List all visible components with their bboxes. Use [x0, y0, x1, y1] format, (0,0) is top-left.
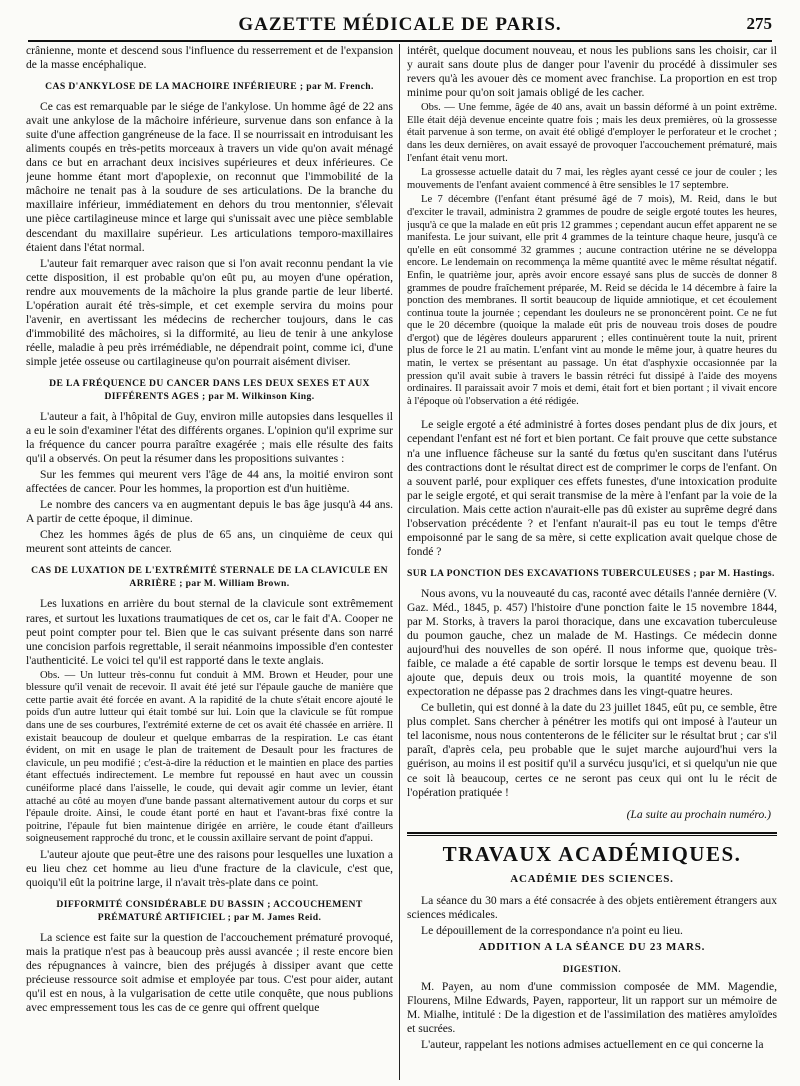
section-heading-ankylose: CAS D'ANKYLOSE DE LA MACHOIRE INFÉRIEURE ; par M. French. [45, 81, 374, 93]
section-heading-luxation: CAS DE LUXATION DE L'EXTRÉMITÉ STERNALE DE LA CLAVICULE EN ARRIÈRE ; par M. William Brown. [31, 565, 388, 590]
observation-paragraph: Obs. — Une femme, âgée de 40 ans, avait un bassin déformé à un point extrême. Elle était déjà devenue enceinte quatre fois ; mais les deux premières, où la grossesse était parvenue à son terme, on avait été obligé d'employer le perforateur et le crochet ; dans les deux dernières, on avait essayé de provoquer l'accouchement prématuré, mais l'enfant était venu mort. [407, 102, 777, 164]
body-paragraph: Le dépouillement de la correspondance n'a point eu lieu. [421, 923, 683, 937]
section-heading-cancer: DE LA FRÉQUENCE DU CANCER DANS LES DEUX SEXES ET AUX DIFFÉRENTS AGES ; par M. Wilkinson King. [49, 377, 370, 402]
right-column [407, 44, 777, 1080]
body-paragraph: L'auteur, rappelant les notions admises actuellement en ce qui concerne la [421, 1038, 764, 1052]
section-heading-ponction: SUR LA PONCTION DES EXCAVATIONS TUBERCULEUSES ; par M. Hastings. [407, 567, 775, 579]
body-paragraph: La science est faite sur la question de l'accouchement prématuré provoqué, mais la pratique n'est pas à beaucoup près aussi avancée ; il reste encore bien des répugnances à vaincre, bien des préjugés à dissiper avant que cette précieuse ressource soit admise et employée par tous. C'est pour aider, autant qu'il est en nous, à la vulgarisation de cette utile conquête, que nous publions avec empressement tous les cas de ce genre qui offrent quelque [26, 931, 393, 1015]
page-header [28, 10, 772, 42]
digestion-heading: DIGESTION. [562, 963, 622, 974]
body-paragraph: L'auteur a fait, à l'hôpital de Guy, environ mille autopsies dans lesquelles il a eu le soin d'examiner l'état des différents organes. L'opinion qu'il exprime sur la fréquence du cancer pourra paraître exagérée ; mais elle résulte des faits qu'il a observés. On peut la résumer dans les propositions suivantes : [26, 409, 393, 466]
section-rule-thin [407, 835, 777, 836]
column-divider [399, 44, 400, 1080]
observation-paragraph: Obs. — Un lutteur très-connu fut conduit à MM. Brown et Heuder, pour une blessure qu'il venait de recevoir. Il avait été jeté sur l'épaule gauche de manière que cette partie avait été forcée en avant. A la rapidité de la chute s'était encore ajouté le poids d'un autre lutteur qui était tombé sur lui. Loin que la clavicule se fût rompue dans une de ses courbures, l'extrémité externe de cet os avait été chassée en arrière. Il existait beaucoup de douleur et quelque embarras de la respiration. Le cas étant évident, on mit en usage le plan de traitement de Desault pour les fractures de clavicule, un peu modifié ; c'est-à-dire la réduction et le maintien en place des parties étant effectués indirectement. Le membre fut repoussé en haut avec un coussin cunéiforme placé dans l'aisselle, le coude, qui devait agir comme un levier, étant attaché au côté au moyen d'une bande passant alternativement autour du corps et sur l'épaule droite. Ainsi, le coude étant porté en haut et l'avant-bras fixé contre la poitrine, l'épaule fut bien maintenue dirigée en arrière, le coude étant d'ailleurs soigneusement rapproché du tronc, et le coussin axillaire servant de point d'appui. [26, 669, 393, 845]
academie-heading: ACADÉMIE DES SCIENCES. [510, 872, 674, 885]
body-paragraph: Le nombre des cancers va en augmentant depuis le bas âge jusqu'à 44 ans. A partir de cette époque, il diminue. [26, 498, 393, 526]
continuation-note: (La suite au prochain numéro.) [626, 807, 771, 821]
body-paragraph: L'auteur fait remarquer avec raison que si l'on avait reconnu pendant la vie cette disposition, il est probable qu'on eût pu, au moyen d'une opération, rendre aux mouvements de la mâchoire la plus grande partie de leur liberté. L'opération aurait été très-simple, et cet exemple servira du moins pour l'avenir, en avertissant les médecins de rechercher toujours, dans le cas d'immobilité des mâchoires, si la difformité, au lieu de tenir à une ankylose réelle, maladie à peu près irrémédiable, ne dépendrait point, comme ici, d'une simple jetée osseuse ou cartilagineuse qu'on pourrait aisément diviser. [26, 256, 393, 368]
travaux-academiques-heading: TRAVAUX ACADÉMIQUES. [442, 841, 742, 866]
body-paragraph: L'auteur ajoute que peut-être une des raisons pour lesquelles une luxation a eu lieu chez cet homme au lieu d'une fracture de la clavicule, c'est que, quoiqu'il eût la poitrine large, il n'avait très-plate dans ce point. [26, 848, 393, 890]
continuation-paragraph: intérêt, quelque document nouveau, et nous les publions sans les choisir, car il y aurait sans doute plus de danger pour l'avenir du procédé à dissimuler ses revers qu'à les avouer dès ce moment avec franchise. La proportion en est trop minime pour qu'on soit jamais obligé de les cacher. [407, 44, 777, 100]
body-paragraph: Sur les femmes qui meurent vers l'âge de 44 ans, la moitié environ sont affectées de cancer. Pour les hommes, la proportion est d'un huitième. [26, 468, 393, 496]
body-paragraph: Ce cas est remarquable par le siége de l'ankylose. Un homme âgé de 22 ans avait une ankylose de la mâchoire inférieure, survenue dans son enfance à la suite d'une affection gangréneuse de la face. Il se nourrissait en introduisant les aliments coupés en très-petits morceaux à travers un vide qu'on avait ménagé dans ce but en arrachant deux incisives supérieures et deux inférieures. Ce jeune homme étant mort d'apoplexie, on reconnut que l'immobilité de la mâchoire ne tenait pas à la soudure de ses articulations. De la branche du maxillaire inférieur, immédiatement en dehors du trou mentonnier, s'élevait une pièce cartilagineuse mince et large qui s'unissait avec une pièce semblable descendant du maxillaire supérieur. Les articulations temporo-maxillaires étaient dans l'état normal. [26, 100, 393, 254]
left-column [26, 44, 393, 1080]
body-paragraph: La grossesse actuelle datait du 7 mai, les règles ayant cessé ce jour de couler ; les mouvements de l'enfant avaient commencé à être sensibles le 17 septembre. [407, 167, 777, 191]
body-paragraph: Le 7 décembre (l'enfant étant présumé âgé de 7 mois), M. Reid, dans le but d'exciter le travail, administra 2 grammes de poudre de seigle ergoté toutes les heures, jusqu'à ce que la malade en eût pris 12 grammes ; cependant aucun effet apparent ne se manifesta. Le jour suivant, elle prit 4 grammes de la teinture chaque heure, jusqu'à ce qu'elle en eût consommé 32 grammes ; aucune contraction utérine ne se développa encore. Le lendemain on recommença la même quantité avec le même résultat négatif. Enfin, le quatrième jour, après avoir encore essayé sans plus de succès de donner 8 grammes de poudre fraîchement préparée, M. Reid se décida le 14 décembre à faire la ponction des membranes. Il sortit beaucoup de liquide amniotique, et cet écoulement continua toute la journée ; cependant les douleurs ne se prononcèrent point. Ce ne fut que le 20 décembre (quoique la malade eût pris de nouveau trois doses de poudre d'ergot) que de légères douleurs apparurent ; elles continuèrent toute la nuit, prirent plus de force le 21 au matin. L'enfant vint au monde le même jour, à quatre heures du matin, le vertex se présentant au passage. Un état d'asphyxie occasionnée par la pression qu'il avait subie à travers le bassin rétréci fut dissipé à l'aide des moyens ordinaires. Il paraissait avoir 7 mois et demi, était fort et bien portant ; il vivait encore à l'époque où l'observation a été rédigée. [407, 194, 777, 407]
body-paragraph: M. Payen, au nom d'une commission composée de MM. Magendie, Flourens, Milne Edwards, Payen, rapporteur, lit un rapport sur un mémoire de M. Mialhe, intitulé : De la digestion et de l'assimilation des matières amyloïdes et sucrées. [407, 979, 777, 1036]
body-paragraph: Nous avons, vu la nouveauté du cas, raconté avec détails l'année dernière (V. Gaz. Méd., 1845, p. 457) l'histoire d'une ponction faite le 15 novembre 1844, par M. Storks, à travers la paroi thoracique, dans une excavation tuberculeuse du poumon gauche, chez un malade de M. Hastings. Ce médecin donne aujourd'hui des nouvelles de son opéré. Il nous informe que, quoique très-faible, ce malade a été capable de sortir lorsque le temps est devenu beau. Il ajoute que, depuis deux ou trois mois, la quantité moyenne de son expectoration ne dépasse pas 2 drachmes dans les vingt-quatre heures. [407, 586, 777, 699]
body-paragraph: Les luxations en arrière du bout sternal de la clavicule sont extrêmement rares, et surtout les luxations traumatiques de cet os, car le fait d'A. Cooper ne peut point compter pour tel. Bien que le cas suivant présente dans son narré une concision parfois regrettable, il serait néanmoins impossible d'en contester l'authenticité. Le voici tel qu'il est rapporté dans le texte anglais. [26, 597, 393, 667]
body-paragraph: Ce bulletin, qui est donné à la date du 23 juillet 1845, eût pu, ce semble, être plus complet. Sans chercher à pénétrer les motifs qui ont imposé à l'auteur un tel laconisme, nous nous contenterons de le féliciter sur le résultat brut ; car s'il paraît, d'après cela, peu probable que le sujet marche aujourd'hui vers la guérison, au moins il est positif qu'il a survécu jusqu'ici, et si quelqu'un nie que ce soit là beaucoup, certes ce ne seront pas ceux qui ont lu le récit de l'opération pratiquée ! [407, 701, 777, 799]
body-paragraph: Le seigle ergoté a été administré à fortes doses pendant plus de dix jours, et cependant l'enfant est né fort et bien portant. Ce fait prouve que cette substance n'a une influence fâcheuse sur la santé du fœtus qu'en suscitant dans l'utérus des contractions dont le résultat direct est de comprimer le corps de l'enfant. On a souvent parlé, pour expliquer ces effets funestes, d'une intoxication produite par le seigle ergoté, et qui serait transmise de la mère à l'enfant par la voie de la circulation. Mais cette action n'aurait-elle pas dû exister au suprême degré dans l'observation précédente ? et l'enfant n'aurait-il pas eu tout le temps d'être empoisonné par le sang de sa mère, si cette explication avait quelque chose de fondé ? [407, 418, 777, 558]
section-rule [407, 832, 777, 834]
spacer [407, 410, 777, 418]
continuation-paragraph: crânienne, monte et descend sous l'influence du resserrement et de l'expansion de la masse encéphalique. [26, 44, 393, 72]
journal-title: GAZETTE MÉDICALE DE PARIS. [238, 14, 562, 35]
section-heading-bassin: DIFFORMITÉ CONSIDÉRABLE DU BASSIN ; ACCOUCHEMENT PRÉMATURÉ ARTIFICIEL ; par M. James Reid. [56, 899, 363, 924]
body-paragraph: Chez les hommes âgés de plus de 65 ans, un cinquième de ceux qui meurent sont atteints de cancer. [26, 528, 393, 556]
body-paragraph: La séance du 30 mars a été consacrée à des objets entièrement étrangers aux sciences médicales. [407, 893, 777, 921]
addition-heading: ADDITION A LA SÉANCE DU 23 MARS. [478, 940, 706, 953]
page-number: 275 [746, 14, 772, 33]
